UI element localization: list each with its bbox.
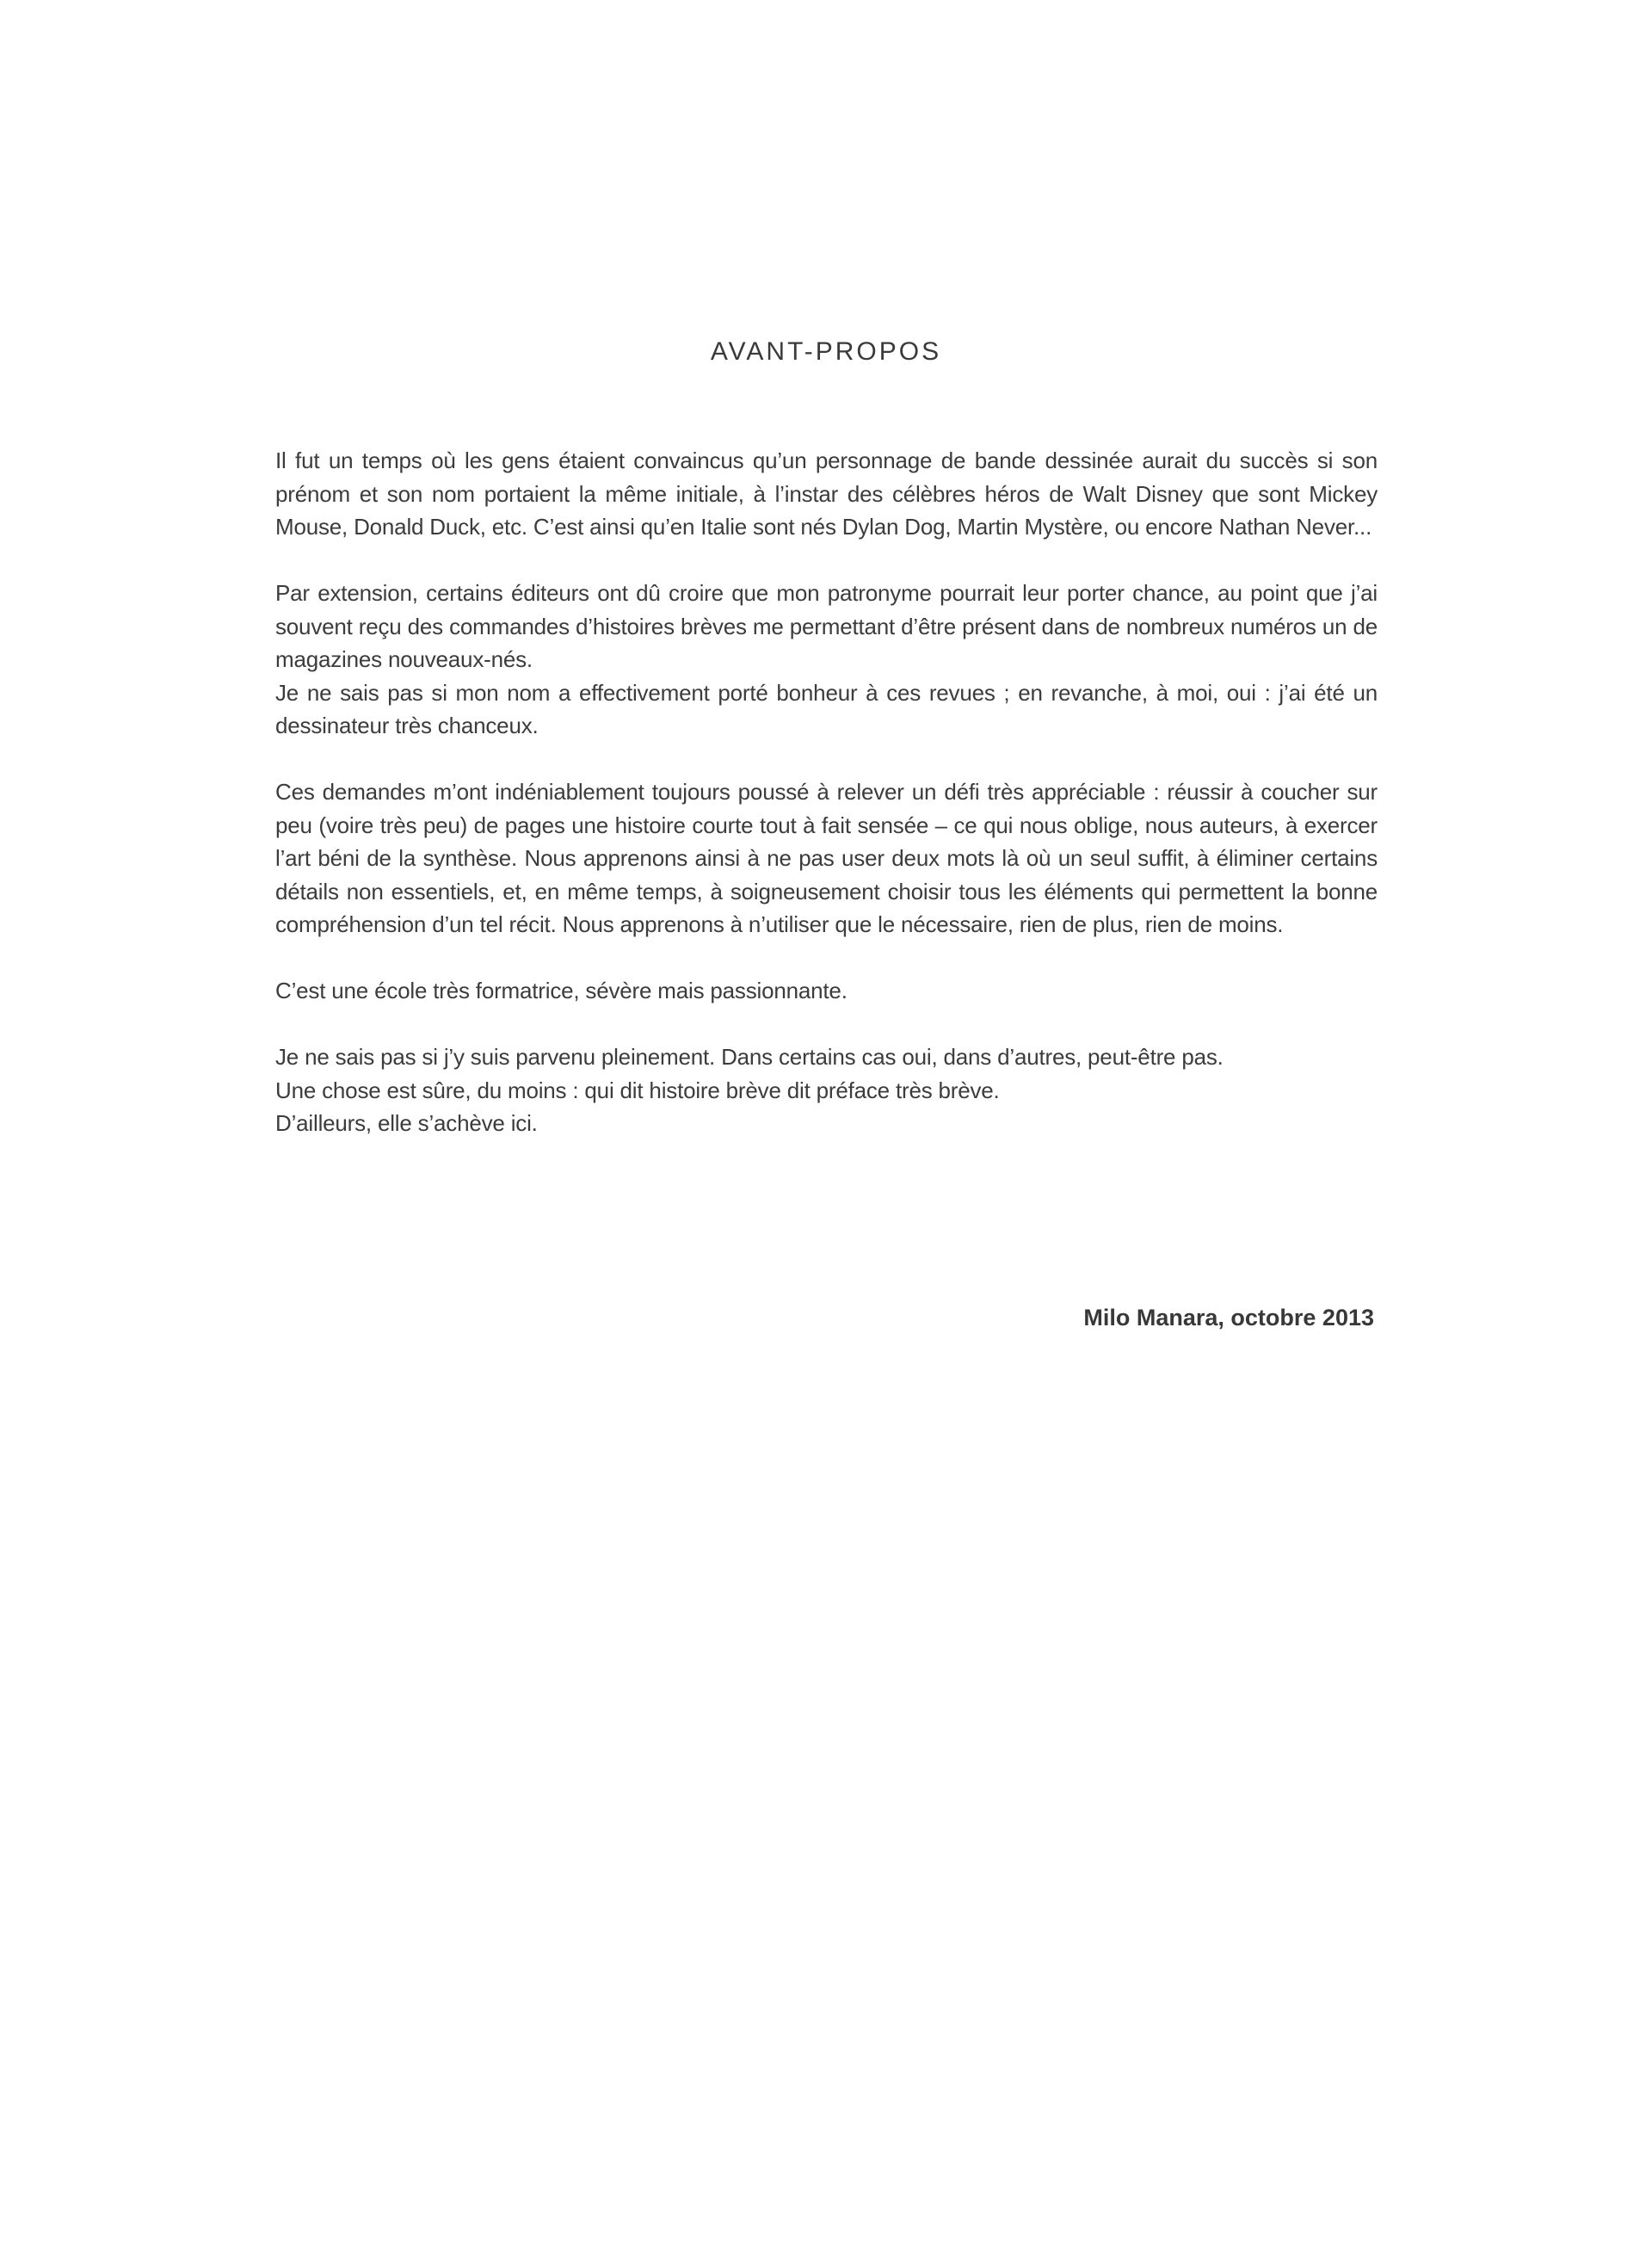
paragraph-line: Par extension, certains éditeurs ont dû croire que mon patronyme pourrait leur porter chance, au point que j’ai souvent reçu des commandes d’histoires brèves me permettant d’être présent dans de nombreux numéros un de magazines nouveaux-nés. (275, 580, 1378, 672)
paragraph-line: Il fut un temps où les gens étaient convaincus qu’un personnage de bande dessinée aurait du succès si son prénom et son nom portaient la même initiale, à l’instar des célèbres héros de Walt Disney que sont Mickey Mouse, Donald Duck, etc. C’est ainsi qu’en Italie sont nés Dylan Dog, Martin Mystère, ou encore Nathan Never... (275, 448, 1378, 540)
paragraph (275, 775, 1378, 941)
paragraph-line: Je ne sais pas si mon nom a effectivement porté bonheur à ces revues ; en revanche, à moi, oui : j’ai été un dessinateur très chanceux. (275, 679, 1378, 738)
paragraph-line: D’ailleurs, elle s’achève ici. (275, 1110, 538, 1136)
paragraph (275, 444, 1378, 544)
page-title: AVANT-PROPOS (710, 337, 942, 366)
author-signature: Milo Manara, octobre 2013 (1083, 1305, 1374, 1330)
paragraph-line: Je ne sais pas si j’y suis parvenu pleinement. Dans certains cas oui, dans d’autres, peut-être pas. (275, 1044, 1224, 1070)
paragraph (275, 577, 1378, 743)
paragraph-line: C’est une école très formatrice, sévère mais passionnante. (275, 978, 848, 1003)
paragraph (275, 974, 1378, 1008)
paragraph-line: Une chose est sûre, du moins : qui dit histoire brève dit préface très brève. (275, 1077, 1000, 1103)
paragraph-line: Ces demandes m’ont indéniablement toujours poussé à relever un défi très appréciable : réussir à coucher sur peu (voire très peu) de pages une histoire courte tout à fait sensée – ce qui nous oblige, nous auteurs, à exercer l’art béni de la synthèse. Nous apprenons ainsi à ne pas user deux mots là où un seul suffit, à éliminer certains détails non essentiels, et, en même temps, à soigneusement choisir tous les éléments qui permettent la bonne compréhension d’un tel récit. Nous apprenons à n’utiliser que le nécessaire, rien de plus, rien de moins. (275, 779, 1378, 937)
paragraph (275, 1040, 1378, 1140)
preface-text (275, 444, 1378, 1140)
